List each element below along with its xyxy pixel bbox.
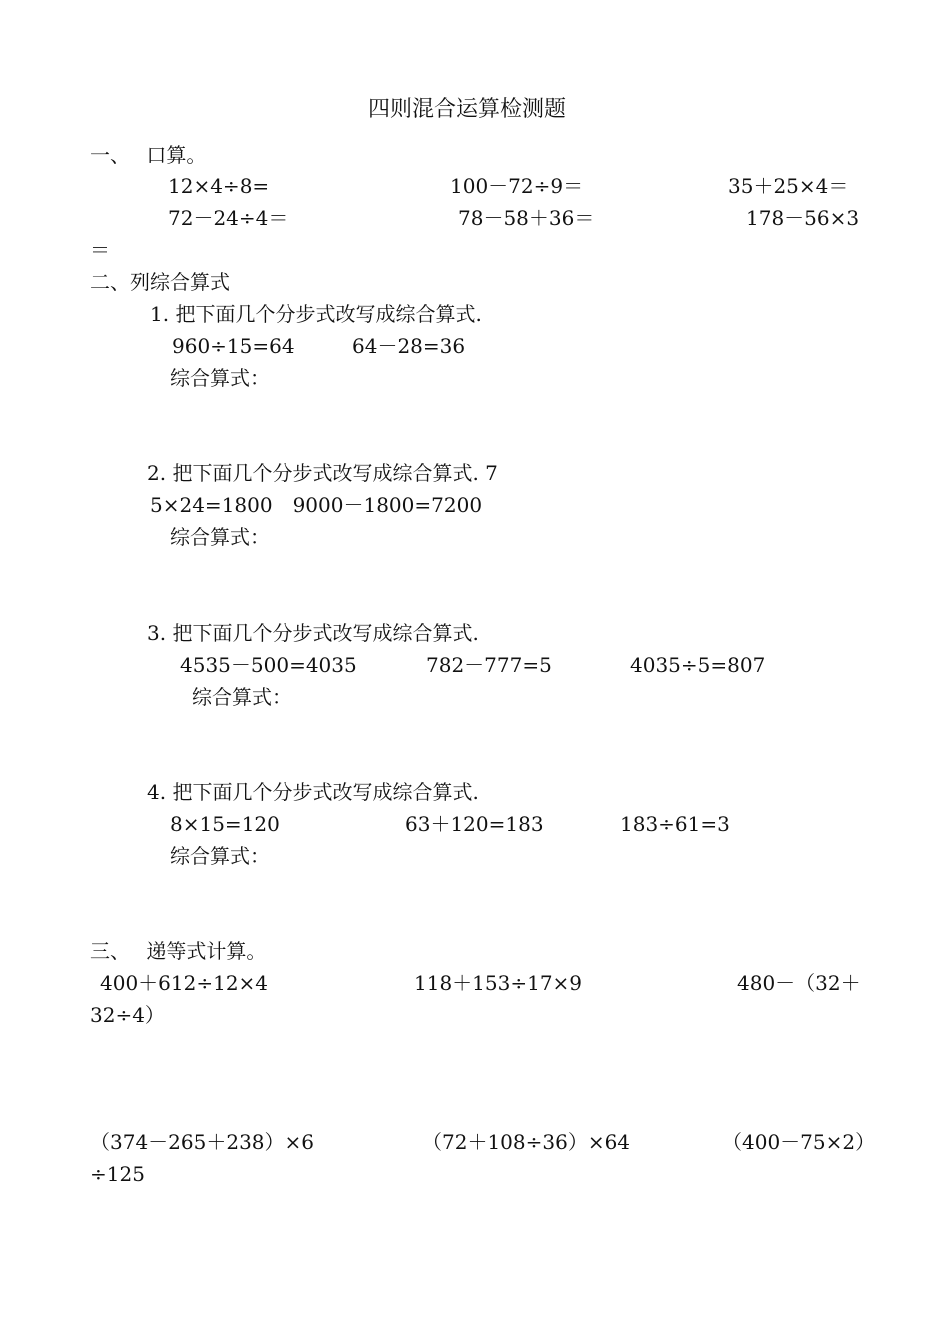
step-equation: 960÷15=64 [172, 334, 295, 358]
answer-label: 综合算式： [170, 366, 270, 390]
calc-problem-wrap: ÷125 [90, 1162, 145, 1186]
step-equation: 63＋120=183 [405, 812, 544, 836]
question3-title: 3. 把下面几个分步式改写成综合算式. [147, 621, 479, 645]
mental-problem: 178－56×3 [746, 206, 860, 230]
step-equation: 64－28=36 [352, 334, 466, 358]
mental-problem: 100－72÷9＝ [450, 174, 584, 198]
calc-problem: （72＋108÷36）×64 [422, 1130, 631, 1154]
calc-problem: （374－265＋238）×6 [90, 1130, 315, 1154]
calc-problem: 480－（32＋ [737, 971, 861, 995]
step-equation: 8×15=120 [170, 812, 280, 836]
calc-problem: 400＋612÷12×4 [100, 971, 269, 995]
step-equation: 4035÷5=807 [630, 653, 766, 677]
mental-problem: 78－58＋36＝ [458, 206, 595, 230]
question1-title: 1. 把下面几个分步式改写成综合算式. [150, 302, 482, 326]
answer-label: 综合算式： [170, 525, 270, 549]
mental-problem: 12×4÷8= [168, 174, 270, 198]
step-equation: 4535－500=4035 [180, 653, 357, 677]
question2-title: 2. 把下面几个分步式改写成综合算式. 7 [147, 461, 498, 485]
page-title: 四则混合运算检测题 [368, 97, 567, 122]
mental-problem: 35＋25×4＝ [728, 174, 849, 198]
step-equation: 183÷61=3 [620, 812, 730, 836]
wrapped-equals: ＝ [90, 238, 110, 262]
section1-heading: 一、 口算。 [90, 143, 207, 167]
answer-label: 综合算式： [192, 685, 292, 709]
step-equation: 782－777=5 [426, 653, 552, 677]
question4-title: 4. 把下面几个分步式改写成综合算式. [147, 780, 479, 804]
section2-heading: 二、列综合算式 [90, 270, 230, 294]
section3-heading: 三、 递等式计算。 [90, 939, 267, 963]
mental-problem: 72－24÷4＝ [168, 206, 289, 230]
calc-problem: （400－75×2） [722, 1130, 876, 1154]
calc-problem-wrap: 32÷4） [90, 1003, 165, 1027]
calc-problem: 118＋153÷17×9 [414, 971, 583, 995]
answer-label: 综合算式： [170, 844, 270, 868]
step-equation-line: 5×24=1800 9000－1800=7200 [150, 493, 483, 517]
